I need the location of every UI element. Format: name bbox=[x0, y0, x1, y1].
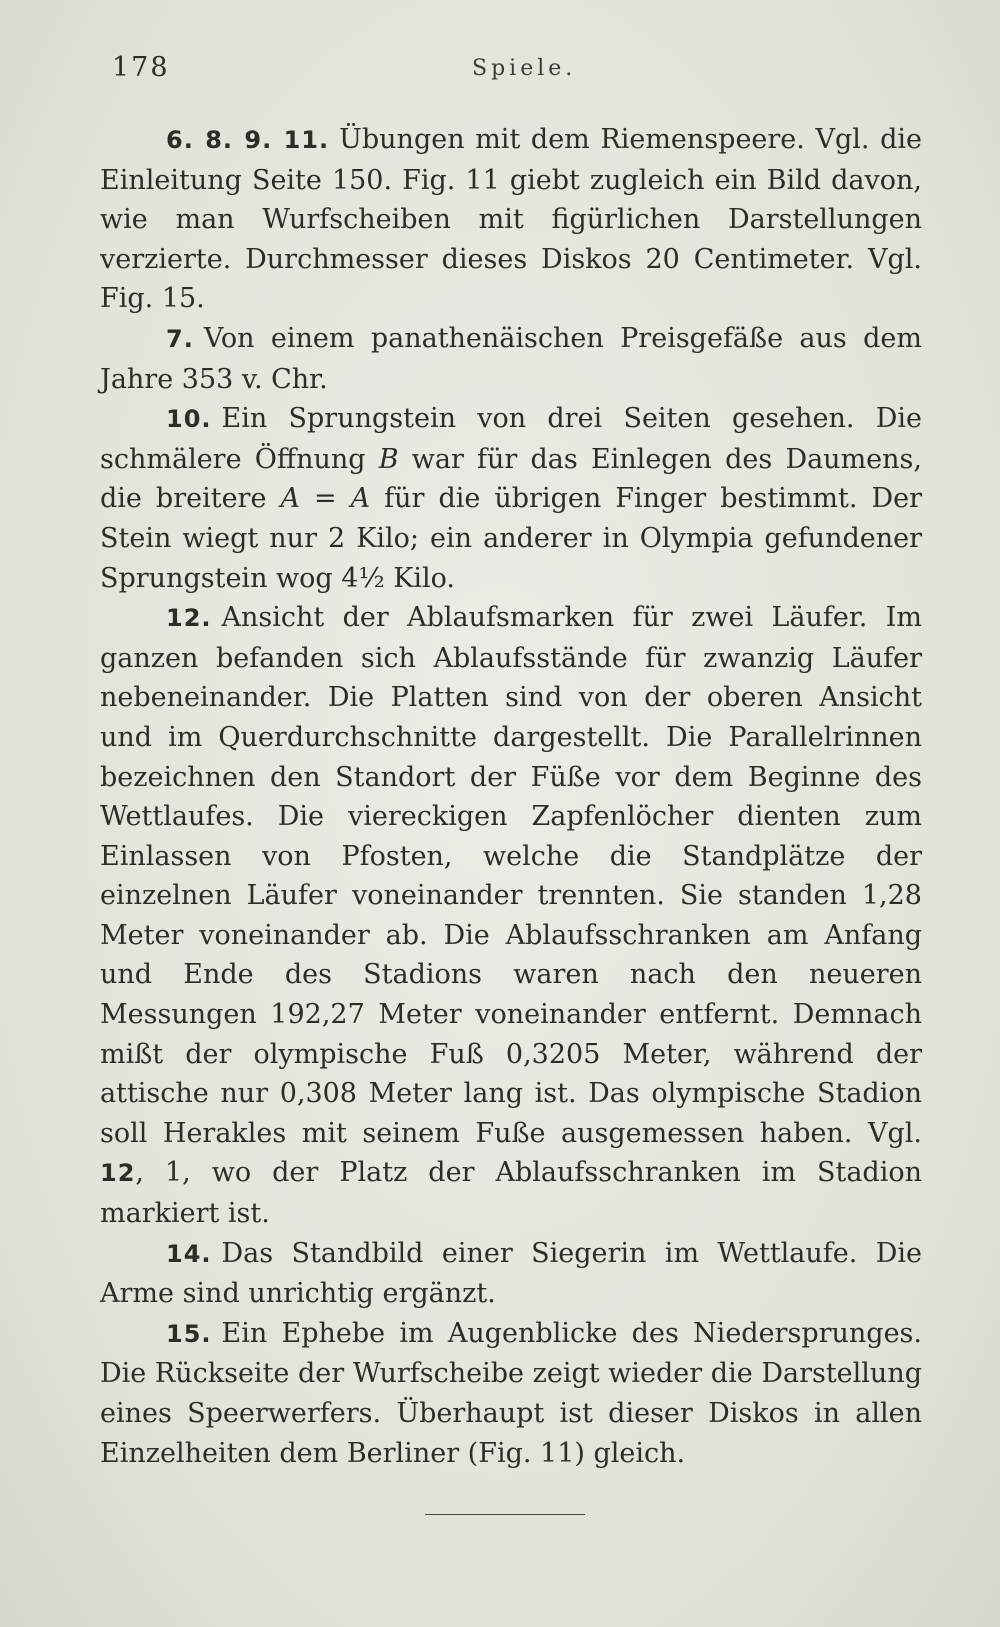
note-text: Übungen mit dem Riemenspeere. Vgl. die Einleitung Seite 150. Fig. 11 giebt zugleich ein Bild davon, wie man Wurfscheiben mit figürlichen Darstellungen verzierte. Durchmesser dieses Diskos 20 Centimeter. Vgl. Fig. 15. bbox=[100, 124, 922, 315]
note-text: war für das Einlegen des Daumens, die breitere bbox=[100, 443, 922, 515]
note-text: , 1, wo der Platz der Ablaufsschranken im Stadion markiert ist. bbox=[100, 1157, 922, 1230]
note-number: 10. bbox=[166, 405, 212, 434]
note-text: Das Standbild einer Siegerin im Wettlaufe. Die Arme sind unrichtig ergänzt. bbox=[100, 1237, 922, 1310]
note-number: 7. bbox=[166, 324, 194, 353]
note-text: Ein Sprungstein von drei Seiten gesehen. Die schmälere Öffnung bbox=[100, 403, 922, 475]
note-text: für die übrigen Finger bestimmt. Der Stein wiegt nur 2 Kilo; ein anderer in Olympia gefundener Sprungstein wog 4½ Kilo. bbox=[100, 483, 922, 594]
figure-letters: A = A bbox=[280, 483, 371, 515]
note-number: 6. 8. 9. 11. bbox=[166, 126, 330, 154]
note-text: Von einem panathenäischen Preisgefäße aus dem Jahre 353 v. Chr. bbox=[100, 322, 922, 395]
page-header bbox=[112, 52, 880, 92]
note-entry bbox=[100, 399, 922, 598]
note-number: 14. bbox=[166, 1239, 212, 1268]
note-entry bbox=[100, 319, 922, 399]
note-number: 12. bbox=[166, 604, 212, 633]
note-text: Ansicht der Ablaufsmarken für zwei Läufer. Im ganzen befanden sich Ablaufsstände für zwanzig Läufer nebeneinander. Die Platten sind von der oberen Ansicht und im Querdurchschnitte dargestellt. Die Parallelrinnen bezeichnen den Standort der Füße vor dem Beginne des Wettlaufes. Die viereckigen Zapfenlöcher dienten zum Einlassen von Pfosten, welche die Standplätze der einzelnen Läufer voneinander trennten. Sie standen 1,28 Meter voneinander ab. Die Ablaufsschranken am Anfang und Ende des Stadions waren nach den neueren Messungen 192,27 Meter voneinander entfernt. Demnach mißt der olympische Fuß 0,3205 Meter, während der attische nur 0,308 Meter lang ist. Das olympische Stadion soll Herakles mit seinem Fuße ausgemessen haben. Vgl. bbox=[100, 602, 922, 1149]
note-text: Ein Ephebe im Augenblicke des Niedersprunges. Die Rückseite der Wurfscheibe zeigt wieder die Darstellung eines Speerwerfers. Überhaupt ist dieser Diskos in allen Einzelheiten dem Berliner (Fig. 11) gleich. bbox=[100, 1317, 922, 1469]
note-entry bbox=[100, 1234, 922, 1314]
note-entry bbox=[100, 120, 922, 319]
note-entry bbox=[100, 1314, 922, 1473]
figure-letter: B bbox=[378, 443, 399, 475]
page-number: 178 bbox=[112, 52, 170, 83]
running-head: Spiele. bbox=[472, 56, 577, 81]
figure-reference: 12 bbox=[100, 1159, 136, 1188]
figure-notes bbox=[100, 120, 922, 1473]
note-entry bbox=[100, 598, 922, 1234]
note-number: 15. bbox=[166, 1319, 212, 1348]
end-rule bbox=[425, 1514, 585, 1515]
